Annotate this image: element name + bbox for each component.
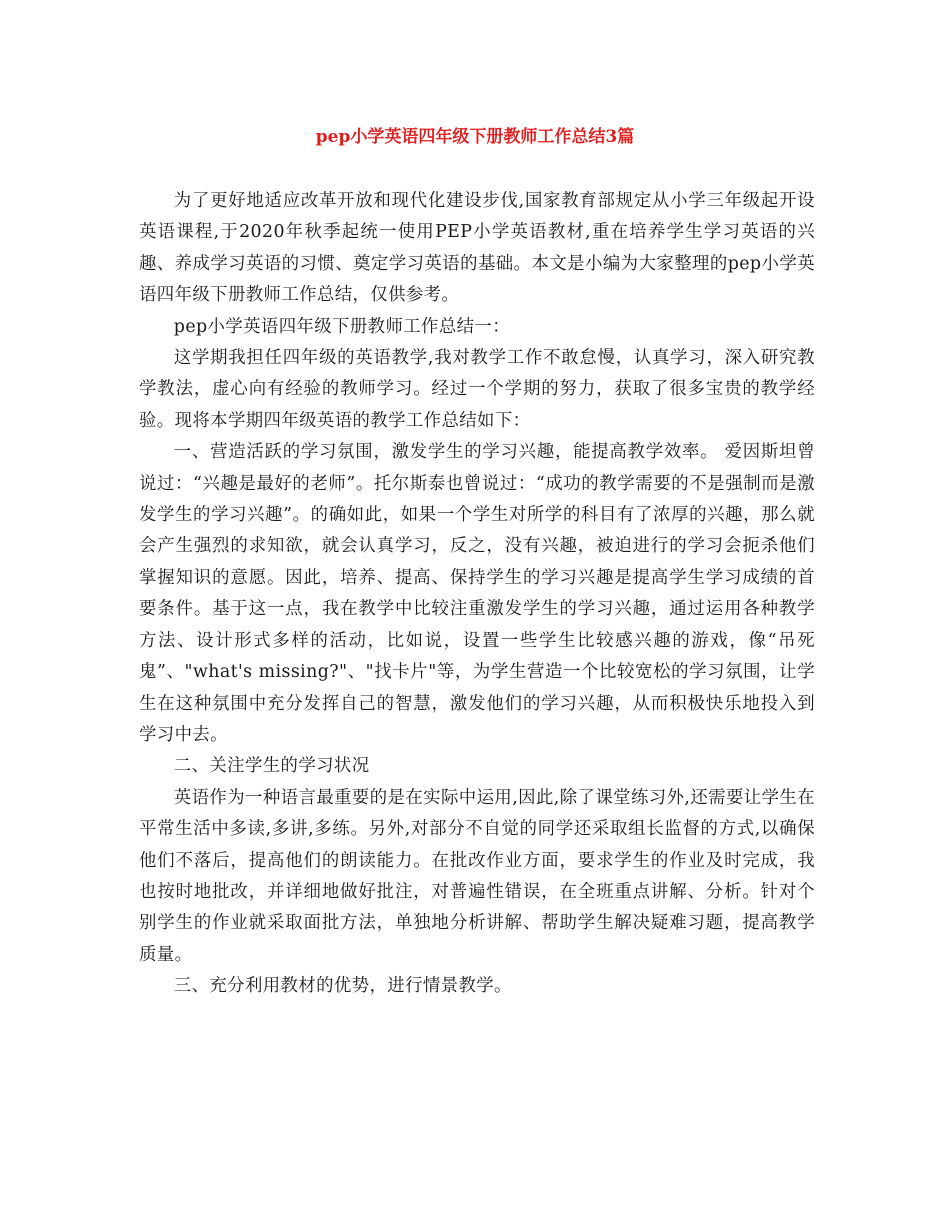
paragraph-section-two: 英语作为一种语言最重要的是在实际中运用,因此,除了课堂练习外,还需要让学生在平常生活中多读,多讲,多练。另外,对部分不自觉的同学还采取组长监督的方式,以确保他们不落后，提高他们的朗读能力。在批改作业方面，要求学生的作业及时完成，我也按时地批改，并详细地做好批注，对普遍性错误，在全班重点讲解、分析。针对个别学生的作业就采取面批方法，单独地分析讲解、帮助学生解决疑难习题，提高教学质量。 bbox=[139, 787, 815, 965]
paragraph-summary-heading: pep小学英语四年级下册教师工作总结一： bbox=[173, 316, 510, 337]
paragraph-section-one: 一、营造活跃的学习氛围，激发学生的学习兴趣，能提高教学效率。 爱因斯坦曾说过：“兴趣是最好的老师”。托尔斯泰也曾说过：“成功的教学需要的不是强制而是激发学生的学习兴趣”。的确如此，如果一个学生对所学的科目有了浓厚的兴趣，那么就会产生强烈的求知欲，就会认真学习，反之，没有兴趣，被迫进行的学习会扼杀他们掌握知识的意愿。因此，培养、提高、保持学生的学习兴趣是提高学生学习成绩的首要条件。基于这一点，我在教学中比较注重激发学生的学习兴趣，通过运用各种教学方法、设计形式多样的活动，比如说，设置一些学生比较感兴趣的游戏，像“吊死鬼”、"what's missing?"、"找卡片"等，为学生营造一个比较宽松的学习氛围，让学生在这种氛围中充分发挥自己的智慧，激发他们的学习兴趣，从而积极快乐地投入到学习中去。 bbox=[139, 442, 815, 745]
paragraph-section-three-heading: 三、充分利用教材的优势，进行情景教学。 bbox=[173, 976, 512, 997]
paragraph-section-two-heading: 二、关注学生的学习状况 bbox=[173, 756, 370, 777]
document-title: pep小学英语四年级下册教师工作总结3篇 bbox=[315, 127, 635, 147]
paragraph-overview: 这学期我担任四年级的英语教学,我对教学工作不敢怠慢，认真学习，深入研究教学教法，虚心向有经验的教师学习。经过一个学期的努力，获取了很多宝贵的教学经验。现将本学期四年级英语的教学工作总结如下： bbox=[139, 348, 815, 431]
paragraph-intro: 为了更好地适应改革开放和现代化建设步伐,国家教育部规定从小学三年级起开设英语课程,于2020年秋季起统一使用PEP小学英语教材,重在培养学生学习英语的兴趣、养成学习英语的习惯、奠定学习英语的基础。本文是小编为大家整理的pep小学英语四年级下册教师工作总结，仅供参考。 bbox=[139, 191, 815, 306]
document-body bbox=[139, 186, 815, 1003]
